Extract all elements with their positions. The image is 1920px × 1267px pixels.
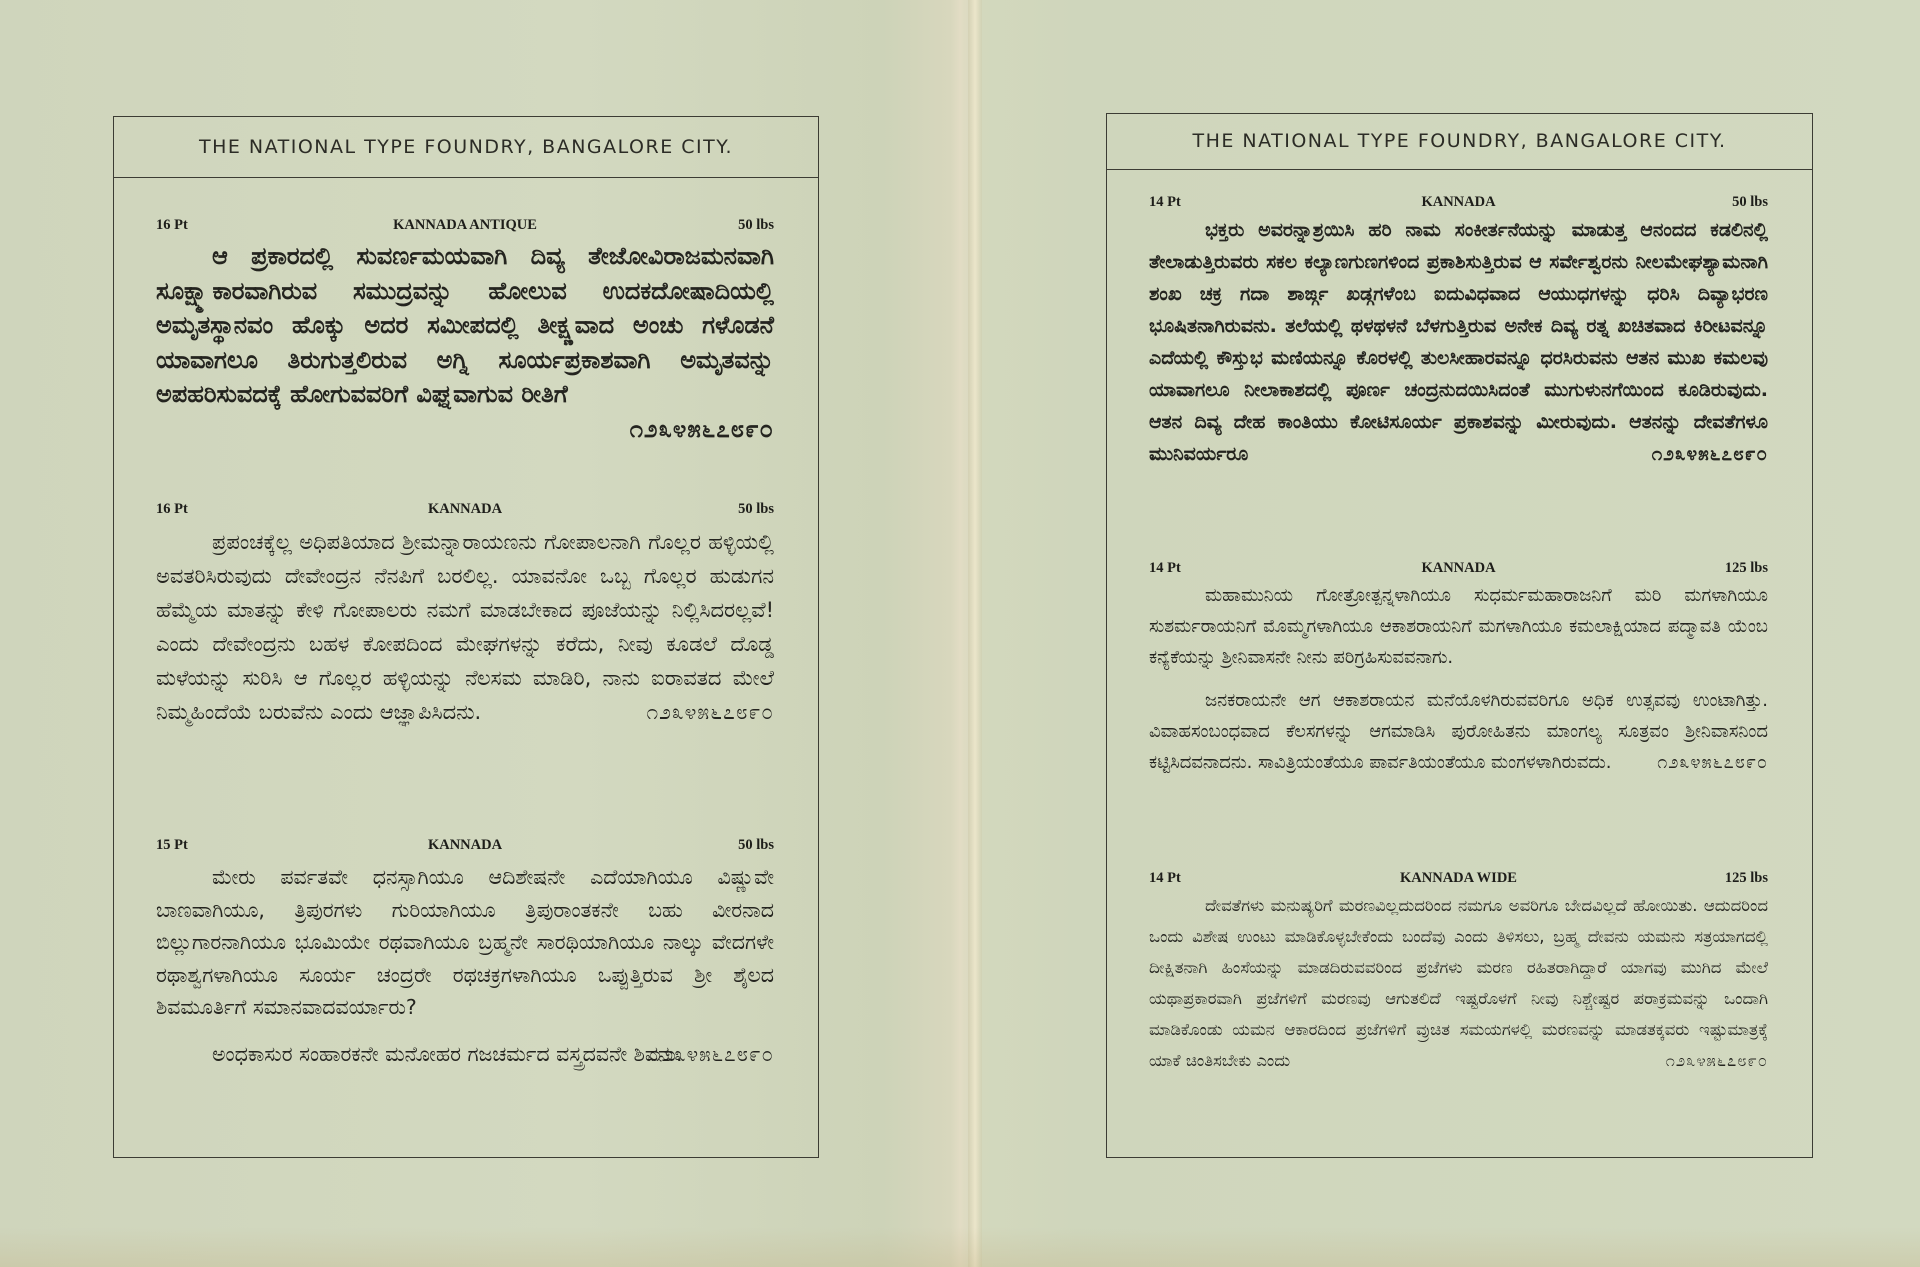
specimen-paragraph: ಅಂಧಕಾಸುರ ಸಂಹಾರಕನೇ ಮನೋಹರ ಗಜಚರ್ಮದ ವಸ್ತ್ರದವನೇ ಶಿವನು. — [212, 1041, 683, 1066]
specimen-weight: 125 lbs — [1724, 560, 1768, 576]
specimen-paragraph: ದೇವತೆಗಳು ಮನುಷ್ಯರಿಗೆ ಮರಣವಿಲ್ಲದುದರಿಂದ ನಮಗೂ ಅವರಿಗೂ ಬೇದವಿಲ್ಲದೆ ಹೋಯಿತು. ಆದುದರಿಂದ ಒಂದು ವಿಶೇಷ ಉಂಟು ಮಾಡಿಕೊಳ್ಳಬೇಕೆಂದು ಬಂದೆವು ಎಂದು ತಿಳಿಸಲು, ಬ್ರಹ್ಮ ದೇವನು ಯಮನು ಸತ್ರಯಾಗದಲ್ಲಿ ದೀಕ್ಷಿತನಾಗಿ ಹಿಂಸೆಯನ್ನು ಮಾಡದಿರುವವರಿಂದ ಪ್ರಜೆಗಳು ಮರಣ ರಹಿತರಾಗಿದ್ದಾರೆ ಯಾಗವು ಮುಗಿದ ಮೇಲೆ ಯಥಾಪ್ರಕಾರವಾಗಿ ಪ್ರಜೆಗಳಿಗೆ ಮರಣವು ಆಗುತಲಿದೆ ಇಷ್ಟರೊಳಗೆ ನೀವು ನಿಶ್ಚೇಷ್ಟರ ಪರಾಕ್ರಮವನ್ನು ಒಂದಾಗಿ ಮಾಡಿಕೊಂಡು ಯಮನ ಆಕಾರದಿಂದ ಪ್ರಜೆಗಳಿಗೆ ವ್ರುಚಿತ ಸಮಯಗಳಲ್ಲಿ ಮರಣವನ್ನು ಮಾಡತಕ್ಕವರು ಇಷ್ಟುಮಾತ್ರಕ್ಕೆ ಯಾಕೆ ಚಿಂತಿಸಬೇಕು ಎಂದು — [1149, 896, 1768, 1070]
specimen-point-size: 16 Pt — [156, 501, 188, 517]
specimen-point-size: 15 Pt — [156, 837, 188, 853]
specimen-paragraph: ಮೇರು ಪರ್ವತವೇ ಧನಸ್ಸಾಗಿಯೂ ಆದಿಶೇಷನೇ ಎದೆಯಾಗಿಯೂ ವಿಷ್ಣುವೇ ಬಾಣವಾಗಿಯೂ, ತ್ರಿಪುರಗಳು ಗುರಿಯಾಗಿಯೂ ತ್ರಿಪುರಾಂತಕನೇ ಬಹು ವೀರನಾದ ಬಿಲ್ಲುಗಾರನಾಗಿಯೂ ಭೂಮಿಯೇ ರಥವಾಗಿಯೂ ಬ್ರಹ್ಮನೇ ಸಾರಥಿಯಾಗಿಯೂ ನಾಲ್ಕು ವೇದಗಳೇ ರಥಾಶ್ವಗಳಾಗಿಯೂ ಸೂರ್ಯ ಚಂದ್ರರೇ ರಥಚಕ್ರಗಳಾಗಿಯೂ ಒಪ್ಪುತ್ತಿರುವ ಶ್ರೀ ಶೈಲದ ಶಿವಮೂರ್ತಿಗೆ ಸಮಾನವಾದವರ್ಯಾರು? — [156, 865, 774, 1019]
specimen-paragraph: ಪ್ರಪಂಚಕ್ಕೆಲ್ಲ ಅಧಿಪತಿಯಾದ ಶ್ರೀಮನ್ನಾರಾಯಣನು ಗೋಪಾಲನಾಗಿ ಗೊಲ್ಲರ ಹಳ್ಳಿಯಲ್ಲಿ ಅವತರಿಸಿರುವುದು ದೇವೇಂದ್ರನ ನೆನಪಿಗೆ ಬರಲಿಲ್ಲ. ಯಾವನೋ ಒಬ್ಬ ಗೊಲ್ಲರ ಹುಡುಗನ ಹೆಮ್ಮೆಯ ಮಾತನ್ನು ಕೇಳಿ ಗೋಪಾಲರು ನಮಗೆ ಮಾಡಬೇಕಾದ ಪೂಜೆಯನ್ನು ನಿಲ್ಲಿಸಿದರಲ್ಲವೆ! ಎಂದು ದೇವೇಂದ್ರನು ಬಹಳ ಕೋಪದಿಂದ ಮೇಘಗಳನ್ನು ಕರೆದು, ನೀವು ಕೂಡಲೆ ದೊಡ್ಡ ಮಳೆಯನ್ನು ಸುರಿಸಿ ಆ ಗೊಲ್ಲರ ಹಳ್ಳಿಯನ್ನು ನೆಲಸಮ ಮಾಡಿರಿ, ನಾನು ಐರಾವತದ ಮೇಲೆ ನಿಮ್ಮಹಿಂದೆಯೆ ಬರುವೆನು ಎಂದು ಆಜ್ಞಾಪಿಸಿದನು. — [156, 530, 774, 724]
specimen-typeface-name: KANNADA — [427, 501, 503, 517]
specimen-numerals: ೧೨೩೪೫೬೭೮೯೦ — [646, 700, 774, 724]
specimen-kannada-16pt — [156, 501, 774, 729]
right-page-frame — [1106, 113, 1813, 1158]
specimen-typeface-name: KANNADA — [1421, 560, 1496, 576]
specimen-point-size: 14 Pt — [1149, 194, 1181, 210]
specimen-text — [156, 239, 774, 446]
specimen-weight: 50 lbs — [738, 837, 774, 853]
left-page-frame — [113, 116, 819, 1158]
specimen-numerals: ೧೨೩೪೫೬೭೮೯೦ — [1651, 443, 1768, 465]
specimen-weight: 50 lbs — [738, 217, 774, 233]
specimen-text — [1149, 214, 1768, 470]
specimen-kannada-14pt-125lbs — [1149, 560, 1768, 778]
specimen-point-size: 16 Pt — [156, 217, 188, 233]
specimen-point-size: 14 Pt — [1149, 560, 1181, 576]
specimen-header — [156, 501, 774, 521]
specimen-weight: 50 lbs — [738, 501, 774, 517]
specimen-header — [1149, 560, 1768, 580]
specimen-paragraph: ಜನಕರಾಯನೇ ಆಗ ಆಕಾಶರಾಯನ ಮನೆಯೊಳಗಿರುವವರಿಗೂ ಅಧಿಕ ಉತ್ಸವವು ಉಂಟಾಗಿತ್ತು. ವಿವಾಹಸಂಬಂಧವಾದ ಕೆಲಸಗಳನ್ನು ಆಗಮಾಡಿಸಿ ಪುರೋಹಿತನು ಮಾಂಗಲ್ಯ ಸೂತ್ರವಂ ಶ್ರೀನಿವಾಸನಿಂದ ಕಟ್ಟಿಸಿದವನಾದನು. ಸಾವಿತ್ರಿಯಂತೆಯೂ ಪಾರ್ವತಿಯಂತೆಯೂ ಮಂಗಳಳಾಗಿರುವದು. — [1149, 690, 1768, 773]
specimen-numerals: ೧೨೩೪೫೬೭೮೯೦ — [1665, 1051, 1768, 1070]
specimen-paragraph: ಮಹಾಮುನಿಯ ಗೋತ್ರೋತ್ಪನ್ನಳಾಗಿಯೂ ಸುಧರ್ಮಮಹಾರಾಜನಿಗೆ ಮರಿ ಮಗಳಾಗಿಯೂ ಸುಶರ್ಮರಾಯನಿಗೆ ಮೊಮ್ಮಗಳಾಗಿಯೂ ಆಕಾಶರಾಯನಿಗೆ ಮಗಳಾಗಿಯೂ ಕಮಲಾಕ್ಷಿಯಾದ ಪದ್ಮಾವತಿ ಯೆಂಬ ಕನ್ಯೆಕೆಯನ್ನು ಶ್ರೀನಿವಾಸನೇ ನೀನು ಪರಿಗ್ರಹಿಸುವವನಾಗು. — [1149, 585, 1768, 668]
specimen-text — [156, 861, 774, 1071]
specimen-kannada-14pt-50lbs — [1149, 194, 1768, 470]
masthead-right: THE NATIONAL TYPE FOUNDRY, BANGALORE CITY. — [1107, 114, 1812, 170]
specimen-header — [156, 837, 774, 857]
specimen-point-size: 14 Pt — [1149, 870, 1181, 886]
specimen-header — [1149, 194, 1768, 214]
specimen-weight: 125 lbs — [1724, 870, 1768, 886]
specimen-kannada-15pt — [156, 837, 774, 1071]
specimen-typeface-name: KANNADA ANTIQUE — [393, 217, 537, 233]
specimen-kannada-wide-14pt — [1149, 870, 1768, 1076]
specimen-text — [1149, 890, 1768, 1076]
specimen-weight: 50 lbs — [1732, 194, 1768, 210]
specimen-numerals: ೧೨೩೪೫೬೭೮೯೦ — [649, 1042, 774, 1066]
specimen-text — [1149, 580, 1768, 778]
specimen-typeface-name: KANNADA — [1421, 194, 1496, 210]
page-bottom-edge — [0, 1227, 1920, 1267]
specimen-numerals: ೧೨೩೪೫೬೭೮೯೦ — [629, 414, 774, 443]
specimen-text — [156, 525, 774, 729]
book-gutter-fold — [968, 0, 982, 1267]
specimen-header — [1149, 870, 1768, 890]
specimen-kannada-antique-16pt — [156, 217, 774, 446]
masthead-left: THE NATIONAL TYPE FOUNDRY, BANGALORE CITY. — [114, 117, 818, 178]
specimen-typeface-name: KANNADA WIDE — [1400, 870, 1517, 886]
specimen-header — [156, 217, 774, 237]
specimen-numerals: ೧೨೩೪೫೬೭೮೯೦ — [1657, 752, 1768, 773]
specimen-paragraph: ಆ ಪ್ರಕಾರದಲ್ಲಿ ಸುವರ್ಣಮಯವಾಗಿ ದಿವ್ಯ ತೇಜೋವಿರಾಜಮನವಾಗಿ ಸೂಕ್ಷ್ಮಾಕಾರವಾಗಿರುವ ಸಮುದ್ರವನ್ನು ಹೋಲುವ ಉದಕದೋಷಾದಿಯಲ್ಲಿ ಅಮೃತಸ್ಥಾನವಂ ಹೊಕ್ಕು ಅದರ ಸಮೀಪದಲ್ಲಿ ತೀಕ್ಷ್ಣವಾದ ಅಂಚು ಗಳೊಡನೆ ಯಾವಾಗಲೂ ತಿರುಗುತ್ತಲಿರುವ ಅಗ್ನಿ ಸೂರ್ಯಪ್ರಕಾಶವಾಗಿ ಅಮೃತವನ್ನು ಅಪಹರಿಸುವದಕ್ಕೆ ಹೋಗುವವರಿಗೆ ವಿಘ್ನವಾಗುವ ರೀತಿಗೆ — [156, 242, 774, 408]
specimen-typeface-name: KANNADA — [427, 837, 503, 853]
specimen-paragraph: ಭಕ್ತರು ಅವರನ್ನಾಶ್ರಯಿಸಿ ಹರಿ ನಾಮ ಸಂಕೀರ್ತನೆಯನ್ನು ಮಾಡುತ್ತ ಆನಂದದ ಕಡಲಿನಲ್ಲಿ ತೇಲಾಡುತ್ತಿರುವರು ಸಕಲ ಕಲ್ಯಾಣಗುಣಗಳಿಂದ ಪ್ರಕಾಶಿಸುತ್ತಿರುವ ಆ ಸರ್ವೇಶ್ವರನು ನೀಲಮೇಘಶ್ಯಾಮನಾಗಿ ಶಂಖ ಚಕ್ರ ಗದಾ ಶಾರ್ಙ್ಗ ಖಡ್ಗಗಳೆಂಬ ಐದುವಿಧವಾದ ಆಯುಧಗಳನ್ನು ಧರಿಸಿ ದಿವ್ಯಾಭರಣ ಭೂಷಿತನಾಗಿರುವನು. ತಲೆಯಲ್ಲಿ ಥಳಥಳನೆ ಬೆಳಗುತ್ತಿರುವ ಅನೇಕ ದಿವ್ಯ ರತ್ನ ಖಚಿತವಾದ ಕಿರೀಟವನ್ನೂ ಎದೆಯಲ್ಲಿ ಕೌಸ್ತುಭ ಮಣಿಯನ್ನೂ ಕೊರಳಲ್ಲಿ ತುಲಸೀಹಾರವನ್ನೂ ಧರಸಿರುವನು ಆತನ ಮುಖ ಕಮಲವು ಯಾವಾಗಲೂ ನೀಲಾಕಾಶದಲ್ಲಿ ಪೂರ್ಣ ಚಂದ್ರನುದಯಿಸಿದಂತೆ ಮುಗುಳುನಗೆಯಿಂದ ಕೂಡಿರುವುದು. ಆತನ ದಿವ್ಯ ದೇಹ ಕಾಂತಿಯು ಕೋಟಿಸೂರ್ಯ ಪ್ರಕಾಶವನ್ನು ಮೀರುವುದು. ಆತನನ್ನು ದೇವತೆಗಳೂ ಮುನಿವರ್ಯರೂ — [1149, 219, 1768, 465]
